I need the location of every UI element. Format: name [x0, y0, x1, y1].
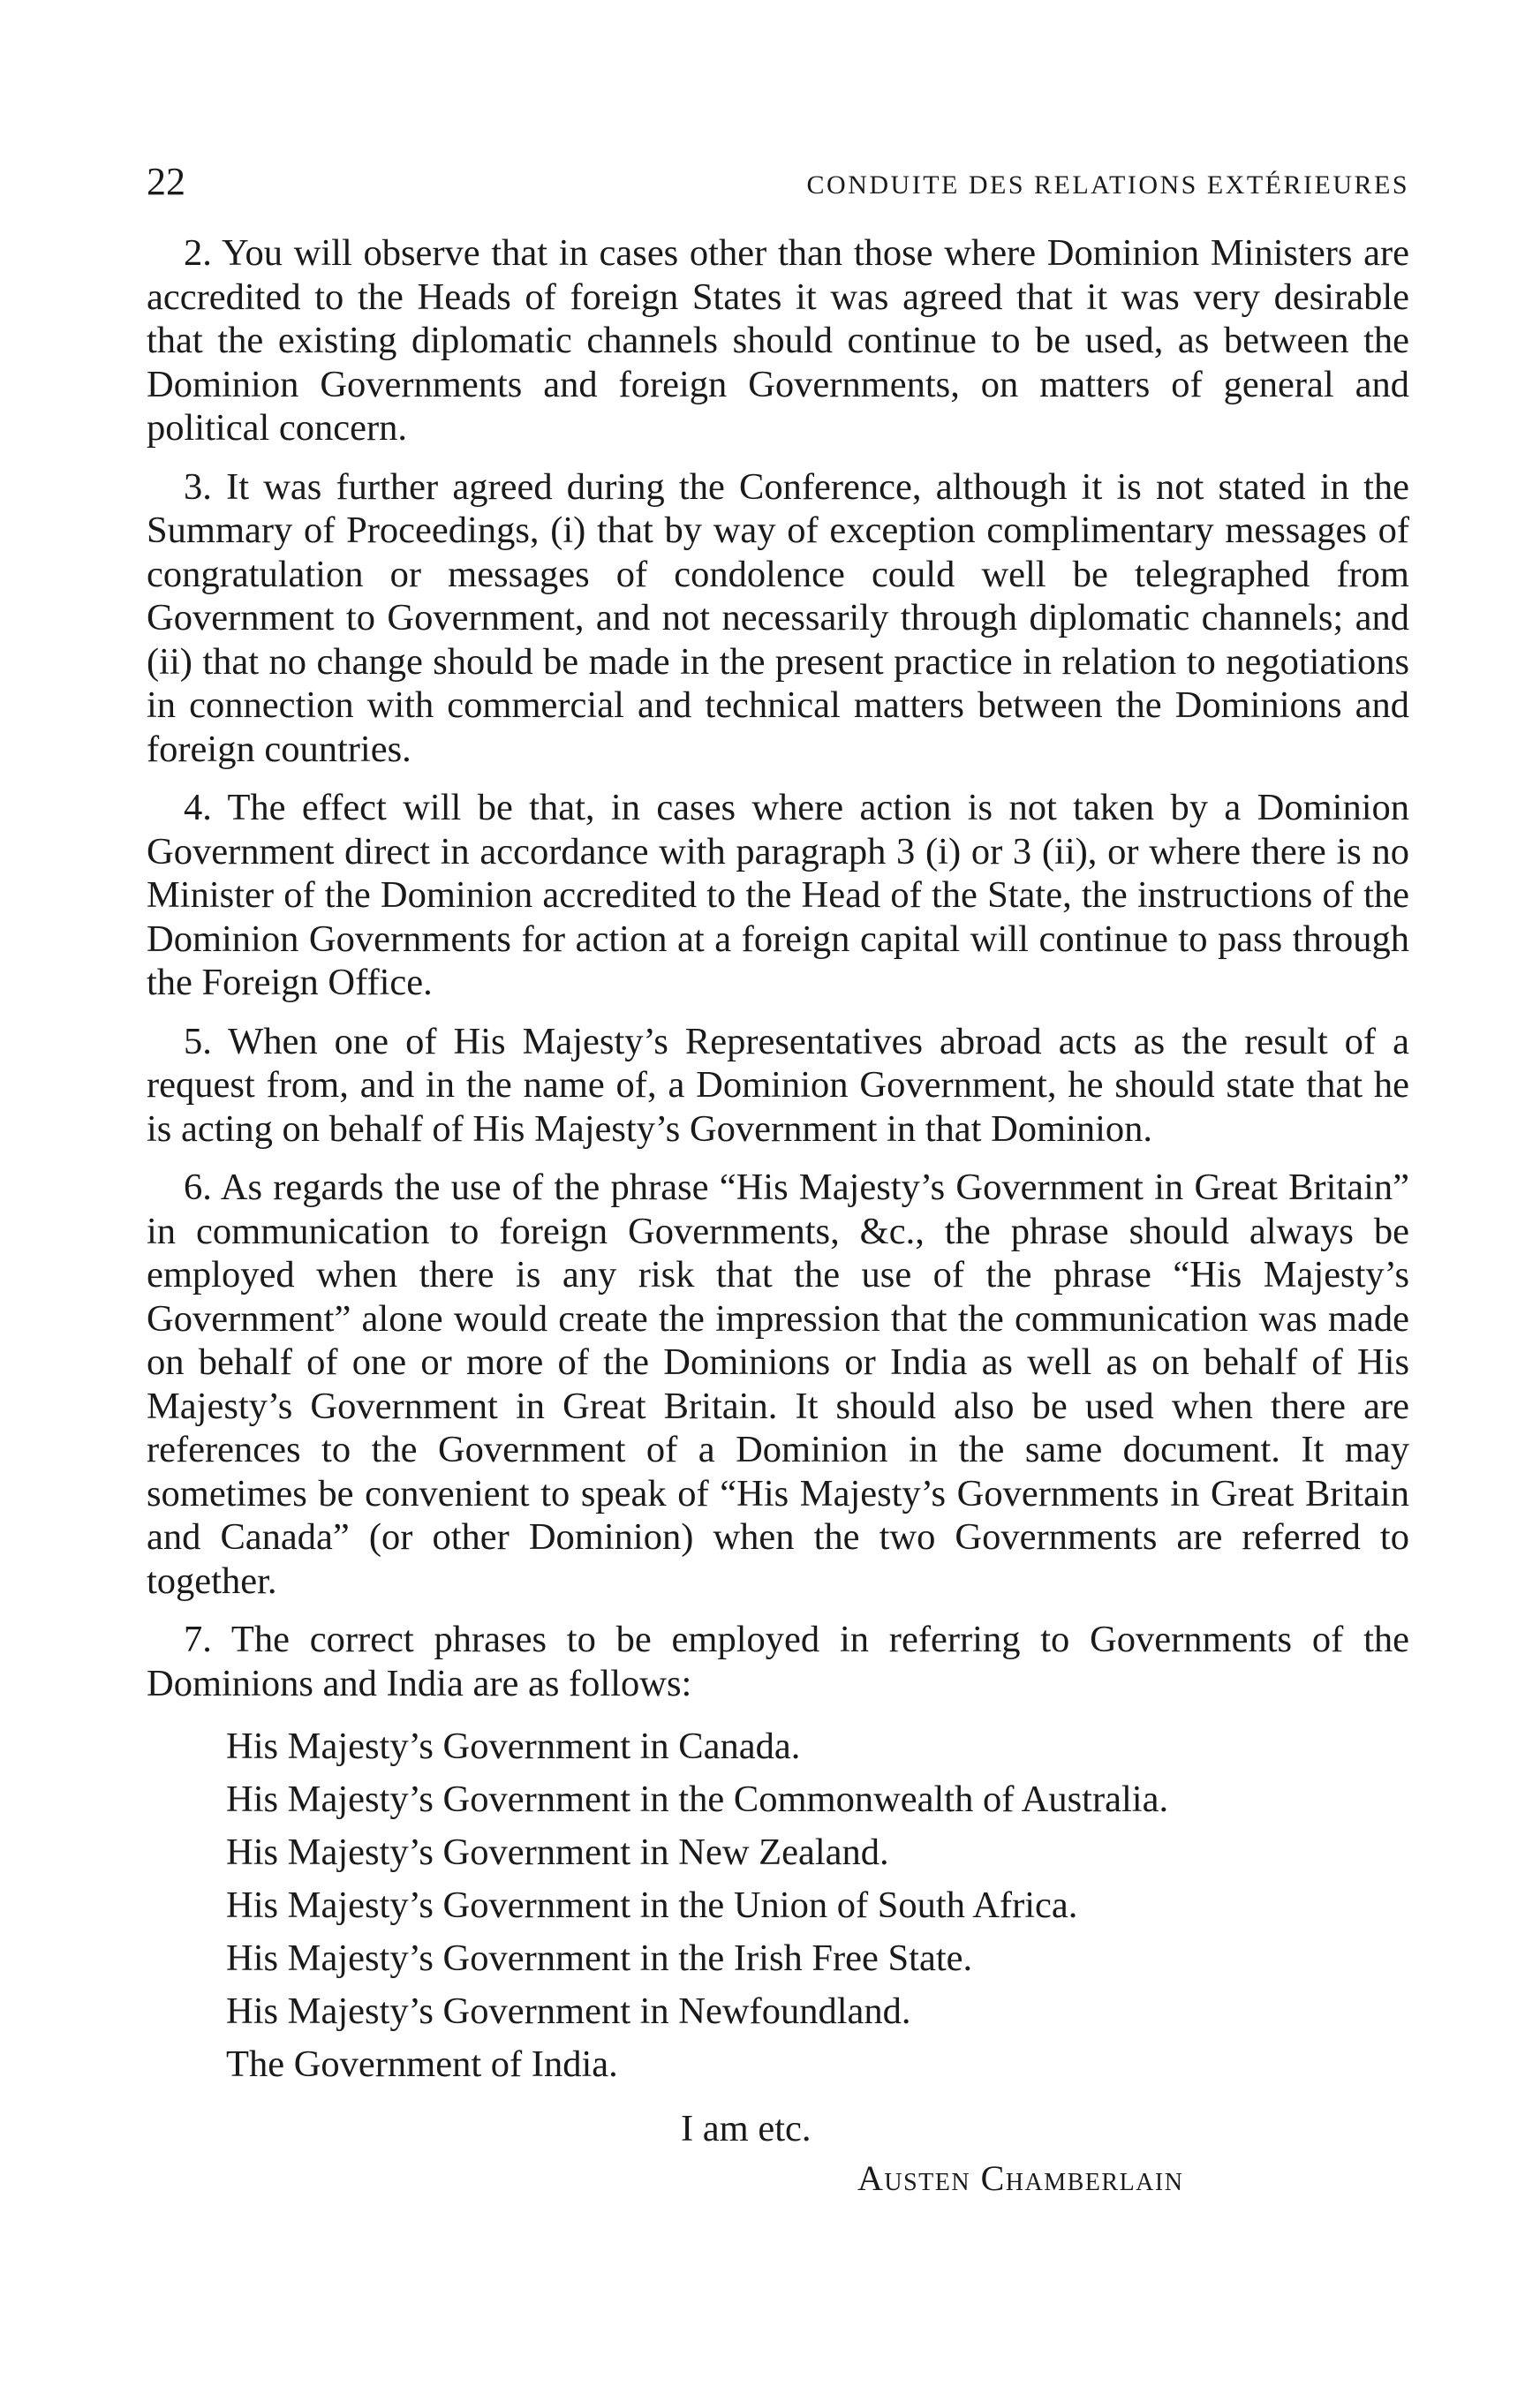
list-item: His Majesty’s Government in the Commonwealth of Australia.	[226, 1779, 1169, 1820]
list-item: The Government of India.	[226, 2043, 618, 2085]
running-title: CONDUITE DES RELATIONS EXTÉRIEURES	[806, 170, 1409, 200]
list-item: His Majesty’s Government in Canada.	[226, 1726, 801, 1767]
list-item: His Majesty’s Government in the Irish Free State.	[226, 1937, 973, 1979]
letter-body	[147, 231, 1409, 2201]
running-header	[147, 155, 1409, 208]
list-item: His Majesty’s Government in New Zealand.	[226, 1832, 889, 1873]
paragraph-4: 4. The effect will be that, in cases where action is not taken by a Dominion Government direct in accordance with paragraph 3 (i) or 3 (ii), or where there is no Minister of the Dominion accredited to the Head of the State, the instructions of the Dominion Governments for action at a foreign capital will continue to pass through the Foreign Office.	[147, 787, 1409, 1003]
list-item: His Majesty’s Government in the Union of South Africa.	[226, 1885, 1078, 1926]
paragraph-3: 3. It was further agreed during the Conference, although it is not stated in the Summary of Proceedings, (i) that by way of exception complimentary messages of congratulation or messages of condolence could well be telegraphed from Government to Government, and not necessarily through diplomatic channels; and (ii) that no change should be made in the present practice in relation to negotiations in connection with commercial and technical matters between the Dominions and foreign countries.	[147, 465, 1409, 770]
signature: Austen Chamberlain	[857, 2158, 1184, 2198]
government-phrase-list	[147, 1720, 1409, 2091]
closing-salutation: I am etc.	[681, 2108, 812, 2149]
paragraph-5: 5. When one of His Majesty’s Representatives abroad acts as the result of a request from, and in the name of, a Dominion Government, he should state that he is acting on behalf of His Majesty’s Government in that Dominion.	[147, 1020, 1409, 1150]
paragraph-6: 6. As regards the use of the phrase “His Majesty’s Government in Great Britain” in communication to foreign Governments, &c., the phrase should always be employed when there is any risk that the use of the phrase “His Majesty’s Government” alone would create the impression that the communication was made on behalf of one or more of the Dominions or India as well as on behalf of His Majesty’s Government in Great Britain. It should also be used when there are references to the Government of a Dominion in the same document. It may sometimes be convenient to speak of “His Majesty’s Governments in Great Britain and Canada” (or other Dominion) when the two Governments are referred to together.	[147, 1167, 1409, 1602]
page-number: 22	[147, 160, 185, 203]
paragraph-2: 2. You will observe that in cases other than those where Dominion Ministers are accredited to the Heads of foreign States it was agreed that it was very desirable that the existing diplomatic channels should continue to be used, as between the Dominion Governments and foreign Governments, on matters of general and political concern.	[147, 232, 1409, 449]
list-item: His Majesty’s Government in Newfoundland.	[226, 1990, 911, 2032]
paragraph-7: 7. The correct phrases to be employed in referring to Governments of the Dominions and India are as follows:	[147, 1619, 1409, 1704]
